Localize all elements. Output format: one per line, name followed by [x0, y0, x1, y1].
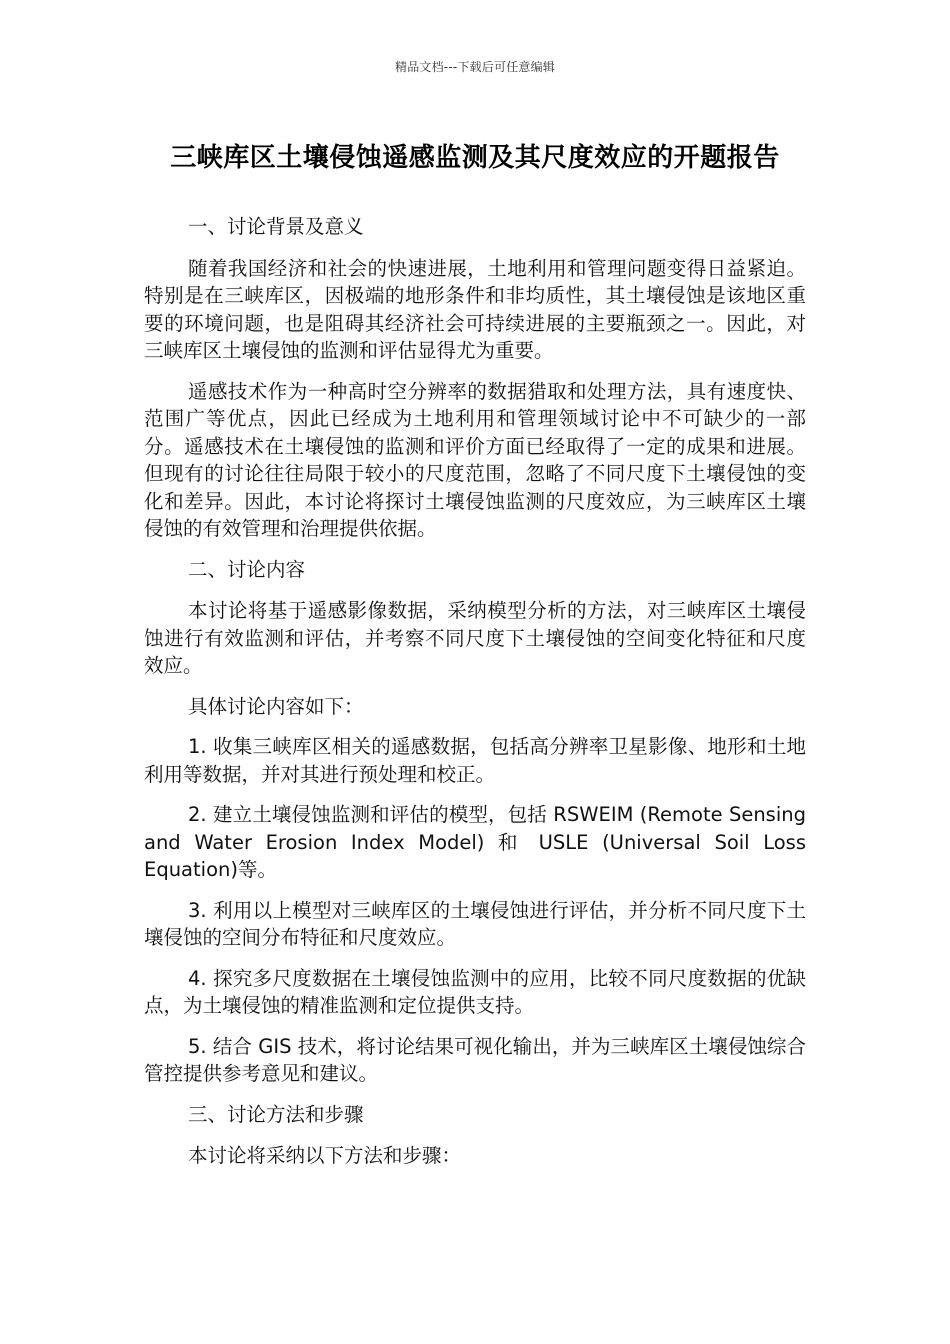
list-item-content-4: 4. 探究多尺度数据在土壤侵蚀监测中的应用，比较不同尺度数据的优缺点，为土壤侵蚀的精准监测和定位提供支持。 — [144, 966, 806, 1017]
page-title: 三峡库区土壤侵蚀遥感监测及其尺度效应的开题报告 — [170, 143, 780, 173]
paragraph-background-2: 遥感技术作为一种高时空分辨率的数据猎取和处理方法，具有速度快、范围广等优点，因此已经成为土地利用和管理领域讨论中不可缺少的一部分。遥感技术在土壤侵蚀的监测和评价方面已经取得了一定的成果和进展。但现有的讨论往往局限于较小的尺度范围，忽略了不同尺度下土壤侵蚀的变化和差异。因此，本讨论将探讨土壤侵蚀监测的尺度效应，为三峡库区土壤侵蚀的有效管理和治理提供依据。 — [144, 379, 806, 540]
paragraph-methods-1: 本讨论将采纳以下方法和步骤： — [188, 1144, 462, 1167]
list-item-content-2: 2. 建立土壤侵蚀监测和评估的模型，包括 RSWEIM (Remote Sensing and Water Erosion Index Model) 和 USLE (Universal Soil Loss Equation)等。 — [144, 803, 806, 881]
paragraph-content-2: 具体讨论内容如下： — [188, 694, 364, 718]
list-item-content-1: 1. 收集三峡库区相关的遥感数据，包括高分辨率卫星影像、地形和土地利用等数据，并对其进行预处理和校正。 — [144, 735, 806, 786]
list-item-content-3: 3. 利用以上模型对三峡库区的土壤侵蚀进行评估，并分析不同尺度下土壤侵蚀的空间分布特征和尺度效应。 — [144, 898, 806, 949]
list-item-content-5: 5. 结合 GIS 技术，将讨论结果可视化输出，并为三峡库区土壤侵蚀综合管控提供参考意见和建议。 — [144, 1034, 806, 1085]
header-note: 精品文档---下载后可任意编辑 — [395, 60, 555, 74]
section-heading-background: 一、讨论背景及意义 — [188, 215, 364, 238]
section-heading-methods: 三、讨论方法和步骤 — [188, 1102, 364, 1126]
paragraph-content-1: 本讨论将基于遥感影像数据，采纳模型分析的方法，对三峡库区土壤侵蚀进行有效监测和评估，并考察不同尺度下土壤侵蚀的空间变化特征和尺度效应。 — [144, 599, 806, 677]
paragraph-background-1: 随着我国经济和社会的快速进展，土地利用和管理问题变得日益紧迫。特别是在三峡库区，因极端的地形条件和非均质性，其土壤侵蚀是该地区重要的环境问题，也是阻碍其经济社会可持续进展的主要瓶颈之一。因此，对三峡库区土壤侵蚀的监测和评估显得尤为重要。 — [144, 256, 806, 362]
document-body — [144, 213, 806, 1183]
section-heading-content: 二、讨论内容 — [188, 557, 306, 581]
